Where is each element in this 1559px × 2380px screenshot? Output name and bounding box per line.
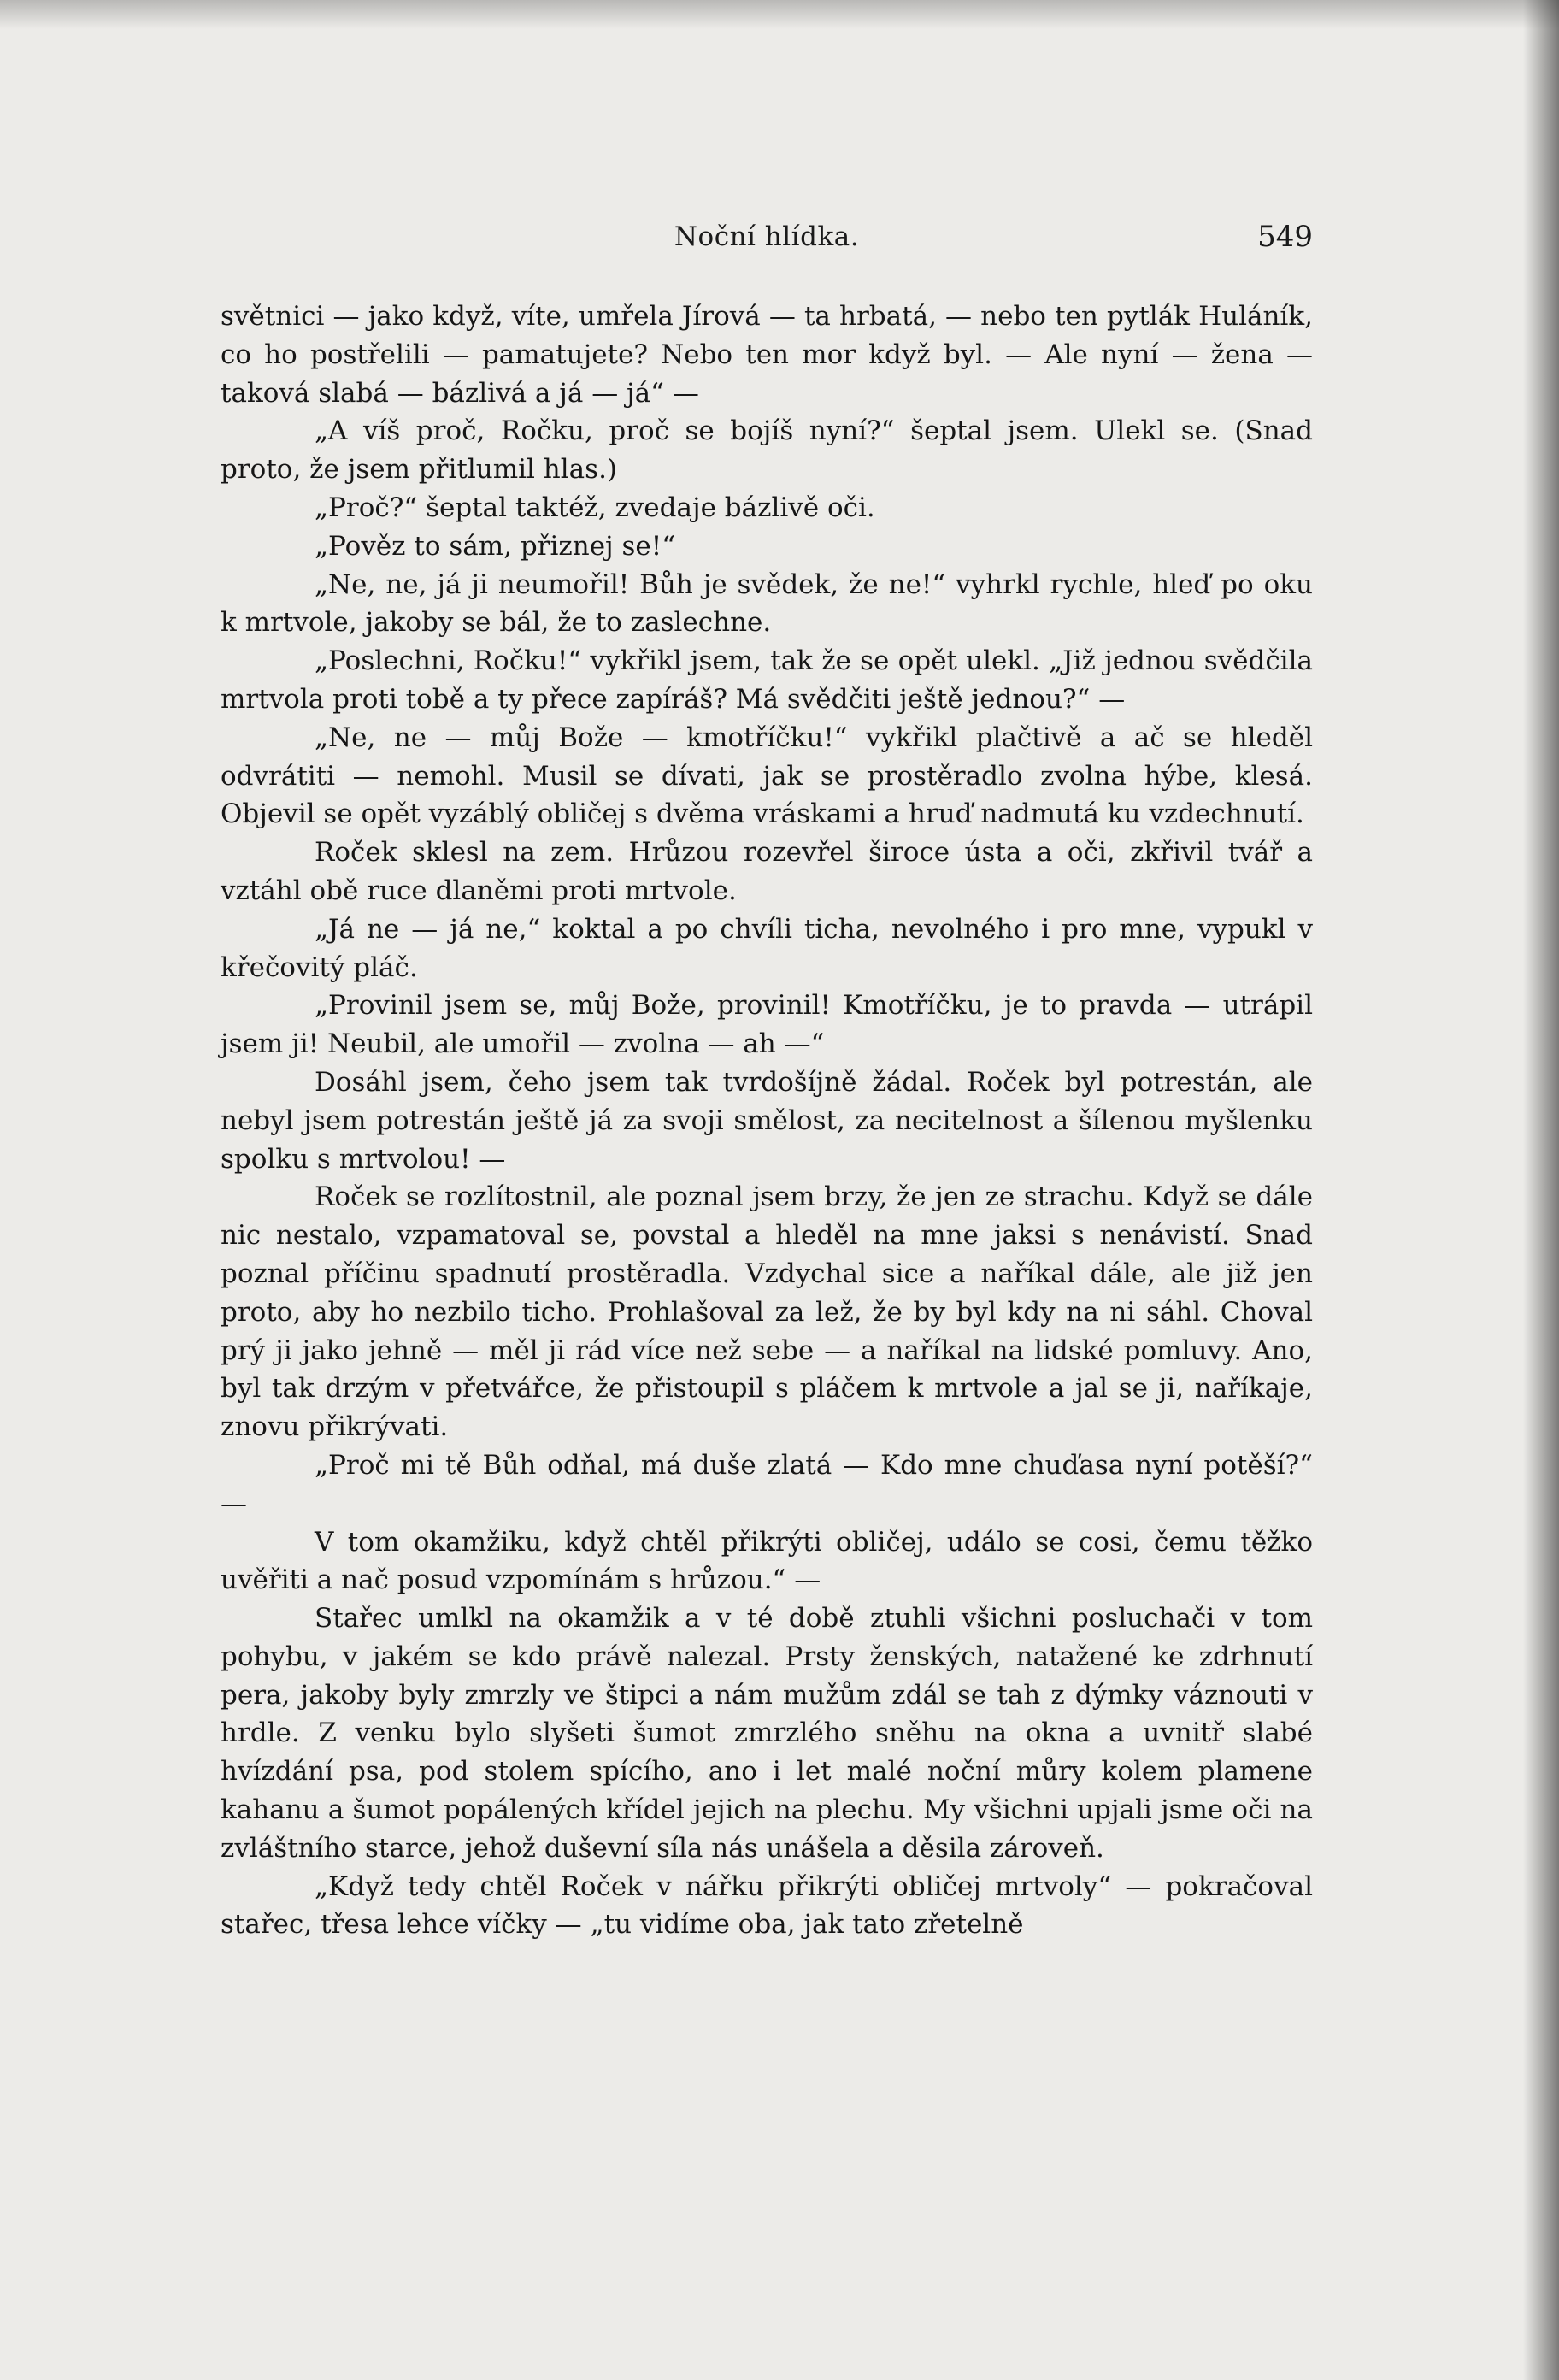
- paragraph: „Poslechni, Ročku!“ vykřikl jsem, tak že se opět ulekl. „Již jednou svědčila mrtvola proti tobě a ty přece zapíráš? Má svědčiti ještě jednou?“ —: [221, 645, 1313, 715]
- running-title: Noční hlídka.: [674, 221, 860, 252]
- paragraph: „A víš proč, Ročku, proč se bojíš nyní?“ šeptal jsem. Ulekl se. (Snad proto, že jsem přitlumil hlas.): [221, 415, 1313, 486]
- paragraph: Stařec umlkl na okamžik a v té době ztuhli všichni posluchači v tom pohybu, v jakém se kdo právě nalezal. Prsty ženských, natažené ke zdrhnutí pera, jakoby byly zmrzly ve štipci a nám mužům zdál se tah z dýmky váznouti v hrdle. Z venku bylo slyšeti šumot zmrzlého sněhu na okna a uvnitř slabé hvízdání psa, pod stolem spícího, ano i let malé noční můry kolem plamene kahanu a šumot popálených křídel jejich na plechu. My všichni upjali jsme oči na zvláštního starce, jehož duševní síla nás unášela a děsila zároveň.: [221, 1603, 1313, 1864]
- paragraph: „Proč mi tě Bůh odňal, má duše zlatá — Kdo mne chuďasa nyní potěší?“ —: [221, 1449, 1313, 1519]
- paragraph: „Ne, ne — můj Bože — kmotříčku!“ vykřikl plačtivě a ač se hleděl odvrátiti — nemohl. Musil se dívati, jak se prostěradlo zvolna hýbe, klesá. Objevil se opět vyzáblý obličej s dvěma vráskami a hruď nadmutá ku vzdechnutí.: [221, 722, 1313, 830]
- paragraph: „Pověz to sám, přiznej se!“: [315, 530, 676, 562]
- paragraph: „Ne, ne, já ji neumořil! Bůh je svědek, že ne!“ vyhrkl rychle, hleď po oku k mrtvole, jakoby se bál, že to zaslechne.: [221, 568, 1313, 639]
- scan-top-shadow: [0, 0, 1559, 29]
- paragraph: Dosáhl jsem, čeho jsem tak tvrdošíjně žádal. Roček byl potrestán, ale nebyl jsem potrestán ještě já za svoji smělost, za necitelnost a šílenou myšlenku spolku s mrtvolou! —: [221, 1066, 1313, 1175]
- page-header: [221, 215, 1313, 258]
- paragraph: „Proč?“ šeptal taktéž, zvedaje bázlivě oči.: [315, 492, 875, 523]
- paragraph: světnici — jako když, víte, umřela Jírová — ta hrbatá, — nebo ten pytlák Huláník, co ho postřelili — pamatujete? Nebo ten mor když byl. — Ale nyní — žena — taková slabá — bázlivá a já — já“ —: [221, 301, 1313, 409]
- body-text: [221, 298, 1313, 1944]
- paragraph: „Když tedy chtěl Roček v nářku přikrýti obličej mrtvoly“ — pokračoval stařec, třesa lehce víčky — „tu vidíme oba, jak tato zřetelně: [221, 1870, 1313, 1941]
- paragraph: Roček se rozlítostnil, ale poznal jsem brzy, že jen ze strachu. Když se dále nic nestalo, vzpamatoval se, povstal a hleděl na mne jaksi s nenávistí. Snad poznal příčinu spadnutí prostěradla. Vzdychal sice a naříkal dále, ale již jen proto, aby ho nezbilo ticho. Prohlašoval za lež, že by byl kdy na ni sáhl. Choval prý ji jako jehně — měl ji rád více než sebe — a naříkal na lidské pomluvy. Ano, byl tak drzým v přetvářce, že přistoupil s pláčem k mrtvole a jal se ji, naříkaje, znovu přikrývati.: [221, 1181, 1313, 1443]
- paragraph: „Provinil jsem se, můj Bože, provinil! Kmotříčku, je to pravda — utrápil jsem ji! Neubil, ale umořil — zvolna — ah —“: [221, 990, 1313, 1060]
- paragraph: V tom okamžiku, když chtěl přikrýti obličej, událo se cosi, čemu těžko uvěřiti a nač posud vzpomínám s hrůzou.“ —: [221, 1526, 1313, 1596]
- paragraph: „Já ne — já ne,“ koktal a po chvíli ticha, nevolného i pro mne, vypukl v křečovitý pláč.: [221, 913, 1313, 983]
- page-number: 549: [1257, 220, 1313, 254]
- paragraph: Roček sklesl na zem. Hrůzou rozevřel široce ústa a oči, zkřivil tvář a vztáhl obě ruce dlaněmi proti mrtvole.: [221, 837, 1313, 906]
